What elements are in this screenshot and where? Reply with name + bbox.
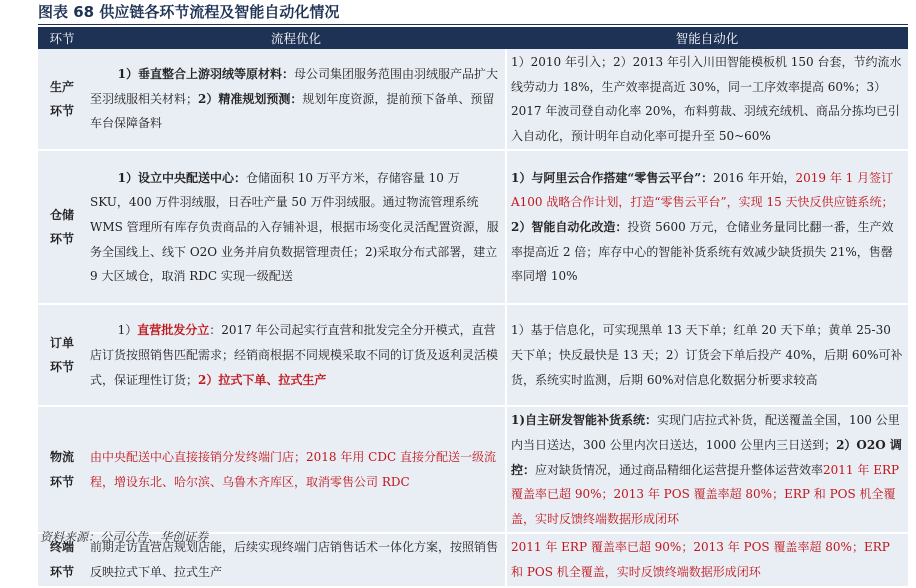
segment-label: 物流 bbox=[49, 450, 74, 465]
table-row bbox=[38, 406, 908, 533]
text-segment: 由中央配送中心直接接销分发终端门店；2018 年用 CDC 直接分配送一级流程，增设东北、哈尔滨、乌鲁木齐库区，取消零售公司 RDC bbox=[90, 450, 496, 489]
text-segment: 1)自主研发智能补货系统： bbox=[511, 413, 658, 428]
text-segment: 2019 年 1 月签订 A100 战略合作计划，打造“零售云平台”，实现 15 天快反供应链系统； bbox=[511, 170, 894, 210]
process-optimization-cell bbox=[86, 150, 506, 304]
text-segment: 1） bbox=[117, 323, 138, 338]
table-row bbox=[38, 49, 908, 150]
segment-label: 环节 bbox=[49, 360, 74, 375]
text-segment: 1）与阿里云合作搭建“零售云平台”： bbox=[511, 170, 714, 185]
segment-label: 环节 bbox=[49, 564, 74, 579]
smart-automation-cell bbox=[506, 533, 908, 586]
header-smart-automation: 智能自动化 bbox=[506, 27, 908, 49]
segment-label: 仓储 bbox=[49, 207, 74, 222]
text-segment: 1）设立中央配送中心： bbox=[117, 170, 246, 185]
segment-label: 终端 bbox=[49, 540, 74, 555]
text-segment: 2011 年 ERP 覆盖率已超 90%；2013 年 POS 覆盖率超 80%；ERP 和 POS 机全覆盖，实时反馈终端数据形成闭环 bbox=[511, 462, 900, 526]
text-segment: 2）智能自动化改造： bbox=[511, 220, 628, 235]
text-segment: 2011 年 ERP 覆盖率已超 90%；2013 年 POS 覆盖率超 80%；ERP 和 POS 机全覆盖，实时反馈终端数据形成闭环 bbox=[511, 540, 890, 579]
text-segment: 应对缺货情况，通过商品精细化运营提升整体运营效率 bbox=[535, 462, 824, 477]
segment-label: 环节 bbox=[49, 474, 74, 489]
table-row bbox=[38, 150, 908, 304]
segment-label: 环节 bbox=[49, 232, 74, 247]
text-segment: 前期走访直营店规划店能，后续实现终端门店销售话术一体化方案，按照销售反映拉式下单、拉式生产 bbox=[90, 540, 499, 579]
segment-cell bbox=[38, 406, 86, 533]
source-note: 资料来源：公司公告、华创证券 bbox=[40, 530, 209, 544]
smart-automation-cell bbox=[506, 304, 908, 406]
text-segment: 1）垂直整合上游羽绒等原材料： bbox=[117, 67, 294, 82]
text-segment: 2）O2O 调控： bbox=[511, 437, 902, 477]
supply-chain-table bbox=[38, 27, 908, 588]
segment-cell bbox=[38, 150, 86, 304]
header-process-optimization: 流程优化 bbox=[86, 27, 506, 49]
text-segment: 1）基于信息化，可实现黑单 13 天下单；红单 20 天下单；黄单 25-30 天下单；快反最快是 13 天；2）订货会下单后投产 40%，后期 60%可补货，系统实时监测，后期 60%对信息化数据分析要求较高 bbox=[511, 323, 903, 387]
process-optimization-cell bbox=[86, 304, 506, 406]
text-segment: 2）精准规划预测： bbox=[198, 91, 303, 106]
text-segment: 直营批发分立 bbox=[137, 323, 210, 338]
text-segment: 实现门店拉式补货，配送覆盖全国，100 公里内当日送达，300 公里内次日送达，1000 公里内三日送到； bbox=[511, 413, 900, 452]
text-segment: 母公司集团服务范围由羽绒服产品扩大至羽绒服相关材料； bbox=[90, 67, 498, 106]
text-segment: 投资 5600 万元，仓储业务量同比翻一番，生产效率提高近 2 倍；库存中心的智能补货系统有效减少缺货损失 21%，售罄率同增 10% bbox=[511, 220, 894, 284]
process-optimization-cell bbox=[86, 406, 506, 533]
text-segment: 规划年度资源，提前预下备单、预留车台保障备料 bbox=[90, 91, 495, 131]
segment-cell bbox=[38, 304, 86, 406]
smart-automation-cell bbox=[506, 49, 908, 150]
process-optimization-cell bbox=[86, 49, 506, 150]
segment-label: 环节 bbox=[49, 104, 74, 119]
text-segment: 2）拉式下单、拉式生产 bbox=[198, 372, 327, 387]
figure-title: 图表 68 供应链各环节流程及智能自动化情况 bbox=[38, 0, 908, 25]
text-segment: 1）2010 年引入；2）2013 年引入川田智能模板机 150 台套，节约流水线劳动力 18%，生产效率提高近 30%，同一工序效率提高 60%；3）2017 年波司登自动化率 20%，布料剪裁、羽绒充绒机、商品分拣均已引入自动化，预计明年自动化率可提升至 50~60% bbox=[511, 55, 902, 143]
smart-automation-cell bbox=[506, 406, 908, 533]
text-segment: 2016 年开始， bbox=[713, 170, 796, 185]
header-segment: 环节 bbox=[38, 27, 86, 49]
segment-label: 订单 bbox=[49, 335, 74, 350]
text-segment: ：2017 年公司起实行直营和批发完全分开模式，直营店订货按照销售匹配需求；经销商根据不同规模采取不同的订货及返利灵活模式，保证理性订货； bbox=[90, 323, 499, 387]
table-header-row bbox=[38, 27, 908, 49]
text-segment: 仓储面积 10 万平方米，存储容量 10 万 SKU，400 万件羽绒服，日吞吐产量 50 万件羽绒服。通过物流管理系统 WMS 管理所有库存负责商品的入存铺补退，根据市场变化灵活配置资源，服务全国线上、线下 O2O 业务并肩负数据管理责任；2)采取分布式部署，建立 9 大区域仓，取消 RDC 实现一级配送 bbox=[90, 170, 499, 284]
smart-automation-cell bbox=[506, 150, 908, 304]
segment-label: 生产 bbox=[49, 79, 74, 94]
segment-cell bbox=[38, 49, 86, 150]
table-row bbox=[38, 304, 908, 406]
